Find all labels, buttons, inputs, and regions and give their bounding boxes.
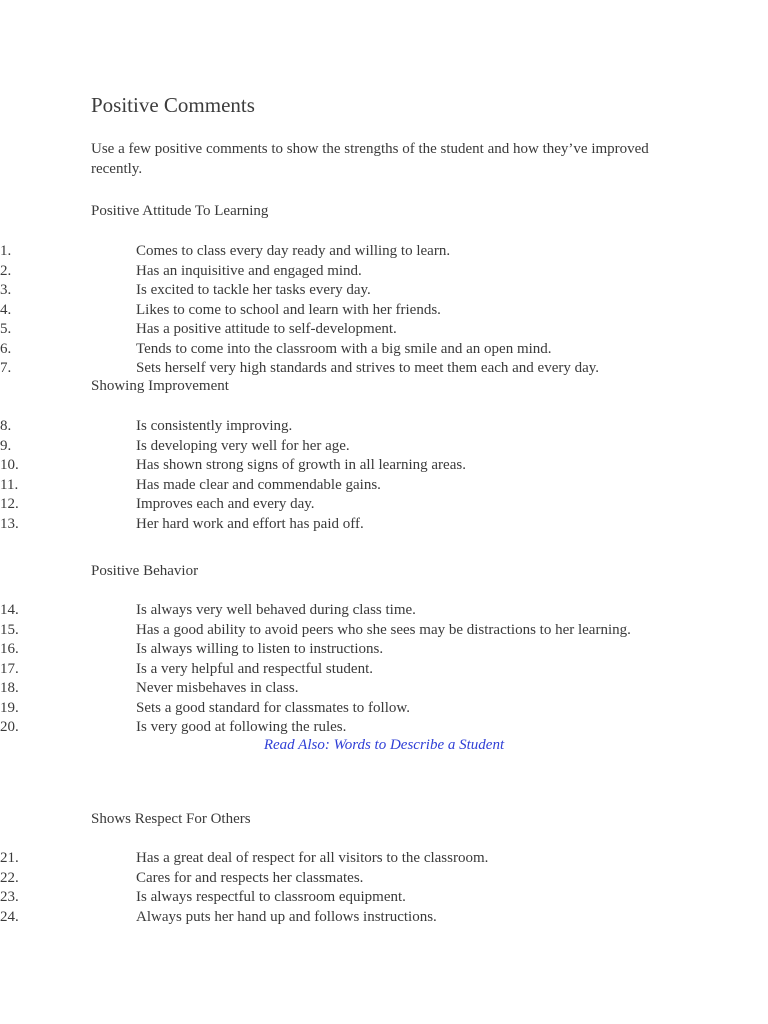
item-text: Comes to class every day ready and willing to learn. xyxy=(136,243,451,259)
item-text: Has a good ability to avoid peers who she sees may be distractions to her learning. xyxy=(136,621,631,638)
item-text: Is always willing to listen to instructions. xyxy=(136,641,384,657)
page-title: Positive Comments xyxy=(91,93,255,117)
item-text: Is consistently improving. xyxy=(136,418,293,434)
item-text: Has shown strong signs of growth in all learning areas. xyxy=(136,457,466,473)
item-text: Sets a good standard for classmates to follow. xyxy=(136,699,410,716)
section-heading-showing-improvement: Showing Improvement xyxy=(91,378,229,394)
item-text: Always puts her hand up and follows instructions. xyxy=(136,908,437,925)
item-text: Has a positive attitude to self-development. xyxy=(136,321,397,337)
item-text: Has a great deal of respect for all visitors to the classroom. xyxy=(136,850,489,866)
item-text: Has an inquisitive and engaged mind. xyxy=(136,262,362,279)
item-text: Is developing very well for her age. xyxy=(136,437,350,454)
read-also-link[interactable]: Read Also: Words to Describe a Student xyxy=(263,737,505,753)
item-text: Never misbehaves in class. xyxy=(136,680,299,696)
intro-paragraph: Use a few positive comments to show the strengths of the student and how they’ve improved recently. xyxy=(91,141,649,177)
item-text: Has made clear and commendable gains. xyxy=(136,476,381,493)
item-text: Tends to come into the classroom with a big smile and an open mind. xyxy=(136,340,552,357)
document-page: Positive Comments Use a few positive comments to show the strengths of the student and how they’ve improved recently. Positive Attitude To Learning 1. Comes to class every day ready and willing to learn. 2. Has an inquisitive and engaged mind. 3. Is excited to tackle her tasks every day. 4. Likes to come to school and learn with her friends. 5. Has a positive attitude to self-development. 6. Tends to come into the classroom with a big smile and an open mind. 7. Sets herself very high standards and strives to meet them each and every day. Showing Improvement 8. Is consistently improving. 9. Is developing very well for her age. 10. Has shown strong signs of growth in all learning areas. 11. Has made clear and commendable gains. 12. Improves each and every day. 13. Her hard work and effort has paid off. Positive Behavior 14. Is always very well behaved during class time. 15. Has a good ability to avoid peers who she sees may be distractions to her learning. 16. Is always willing to listen to instructions. 17. Is a very helpful and respectful student. 18. Never misbehaves in class. 19. Sets a good standard for classmates to follow. 20. Is very good at following the rules. Read Also: Words to Describe a Student Shows Respect For Others 21. Has a great deal of respect for all visitors to the classroom. 22. Cares for and respects her classmates. 23. Is always respectful to classroom equipment. 24. Always puts her hand up and follows instructions. xyxy=(0,0,768,1024)
item-text: Is very good at following the rules. xyxy=(136,719,347,735)
item-text: Sets herself very high standards and strives to meet them each and every day. xyxy=(136,360,600,376)
item-text: Is always very well behaved during class time. xyxy=(136,602,416,618)
item-text: Likes to come to school and learn with her friends. xyxy=(136,301,441,318)
item-text: Improves each and every day. xyxy=(136,496,315,512)
item-text: Is always respectful to classroom equipment. xyxy=(136,889,406,905)
section-heading-positive-attitude: Positive Attitude To Learning xyxy=(91,203,269,219)
item-text: Is excited to tackle her tasks every day. xyxy=(136,282,371,298)
item-text: Is a very helpful and respectful student. xyxy=(136,660,374,677)
section-heading-shows-respect: Shows Respect For Others xyxy=(91,811,251,827)
item-text: Cares for and respects her classmates. xyxy=(136,869,364,886)
item-text: Her hard work and effort has paid off. xyxy=(136,515,364,532)
section-heading-positive-behavior: Positive Behavior xyxy=(91,563,199,579)
